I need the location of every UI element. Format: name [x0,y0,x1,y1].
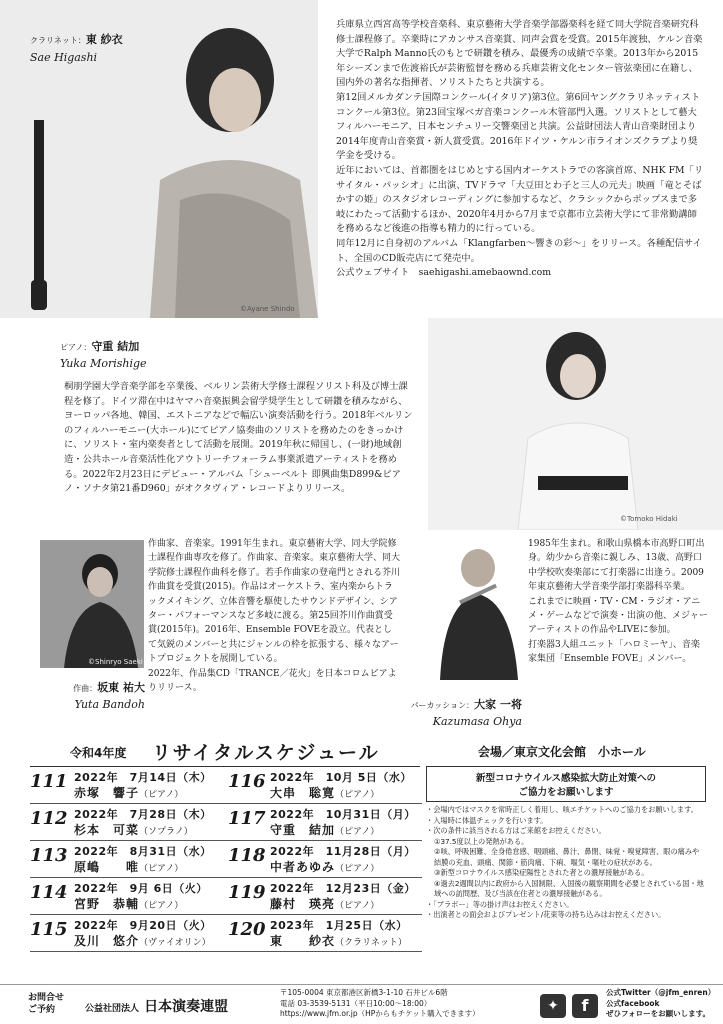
recital-date: 2022年 11月28日（月） [270,845,416,858]
org-name: 日本演奏連盟 [144,999,229,1015]
covid-note: ・出演者との面会およびプレゼント/花束等の持ち込みはお控えください。 [426,910,666,919]
recital-number: 116 [228,771,266,792]
recital-date: 2022年 9月20日（火） [74,919,212,932]
recital-performer [270,784,379,801]
recital-performer [74,895,183,912]
recital-date: 2022年 8月31日（水） [74,845,212,858]
schedule-header [0,738,723,766]
schedule-year: 令和4年度 [70,746,127,760]
recital-number: 120 [228,919,266,940]
performer-name: 及川 悠介 [74,934,140,948]
yuta-silhouette-icon [40,540,144,668]
schedule-table [30,767,422,977]
sae-role: クラリネット [30,36,78,45]
recital-date: 2022年 7月14日（木） [74,771,212,784]
kazumasa-silhouette-icon [430,540,520,680]
yuta-name: 坂東 祐大 [97,681,145,694]
yuka-photo-credit: ©Tomoko Hidaki [620,515,678,523]
yuka-bio: 桐朋学園大学音楽学部を卒業後、ベルリン芸術大学修士課程ソリスト科及び博士課程を修了。ドイツ滞在中はヤマハ音楽振興会留学奨学生として研鑽を積みながら、ヨーロッパ各地、韓国、エストニアなどで幅広い演奏活動を行う。2018年ベルリンのフィルハーモニー(大ホール)にてピアノ協奏曲のソリストを務めたのをきっかけに、ソリスト・室内楽奏者として活動を展開。2019年秋に帰国し、(一財)地域創造・公共ホール音楽活性化アウトリーチフォーラム事業派遣アーティストを務める。2022年2月23日にデビュー・アルバム「シューベルト 即興曲集D899&ピアノ・ソナタ第21番D960」がオクタヴィア・レコードよりリリース。 [64,381,413,495]
yuka-name: 守重 結加 [91,340,140,353]
performer-instrument: （ピアノ） [335,790,380,800]
recital-number: 112 [30,808,68,829]
twitter-label[interactable]: 公式Twitter（@jfm_enren） [606,988,716,997]
yuta-bio-p1: 作曲家、音楽家。1991年生まれ。東京藝術大学、同大学院修士課程作曲専攻を修了。作曲家、音楽家。東京藝術大学、同大学院修士課程作曲科を修了。若手作曲家の登竜門とされる芥川作曲賞を受賞(2015)。作品はオーケストラ、室内楽からトラックメイキング、立体音響を駆使したサウンドデザイン、シアター・パフォーマンスなど多岐に渡る。第25回芥川作曲賞受賞(2015年)。2016年、Ensemble FOVEを設立。代表として気鋭のメンバーと共にジャンルの枠を拡張する、様々なアートプロジェクトを展開している。 [148,539,401,665]
recital-performer [270,821,379,838]
org-details [280,988,480,1020]
sae-photo-credit: ©Ayane Shindo [240,305,295,313]
kazumasa-name-en: Kazumasa Ohya [432,715,522,728]
performer-name: 中者あゆみ [270,860,336,874]
facebook-label[interactable]: 公式facebook [606,998,660,1008]
yuta-photo-credit: ©Shinryo Saeki [88,658,143,666]
recital-performer [74,932,211,949]
recital-performer [74,821,193,838]
recital-date: 2022年 10月 5日（水） [270,771,412,784]
covid-heading-line1: 新型コロナウイルス感染拡大防止対策への [476,773,656,784]
performer-instrument: （ピアノ） [335,864,380,874]
org-block [85,996,228,1016]
recital-number: 114 [30,882,68,903]
performer-instrument: （ピアノ） [139,790,184,800]
performer-name: 大串 聡寛 [270,786,336,800]
recital-number: 117 [228,808,266,829]
covid-note: ・「ブラボー」等の掛け声はお控えください。 [426,899,574,909]
yuta-photo [40,540,144,668]
recital-number: 113 [30,845,68,866]
sae-name: 東 紗衣 [85,33,123,46]
kazumasa-bio-p2: これまでに映画・TV・CM・ラジオ・アニメ・ゲームなどで演奏・出演の他、メジャーアーティストの作品やLIVEに参加。 [528,596,708,636]
yuka-role: ピアノ [60,343,84,352]
sae-name-en: Sae Higashi [30,51,98,64]
sae-bio-p2: 第12回メルカダンテ国際コンクール(イタリア)第3位。第6回ヤングクラリネッティストコンクール第3位。第23回宝塚ベガ音楽コンクール木管部門入選。ソリストとして藝大フィルハーモニア、日本センチュリー交響楽団と共演。公益財団法人青山音楽財団より2014年度青山音楽賞・新人賞受賞。2016年ドイツ・ケルン市ライオンズクラブより奨学金を受ける。 [336,91,701,162]
recital-performer [270,895,379,912]
yuta-name-en: Yuta Bandoh [74,698,145,711]
covid-note: ③新型コロナウイルス感染症陽性とされた者との濃厚接触がある。 [434,868,649,877]
schedule-row [30,878,422,915]
footer [0,986,723,1024]
covid-notice [426,766,706,976]
footer-divider [0,984,723,985]
performer-instrument: （ピアノ） [139,901,184,911]
recital-performer [74,858,183,875]
kazumasa-photo [430,540,520,680]
org-address: 〒105-0004 東京都港区新橋3-1-10 石井ビル6階 [280,988,448,997]
recital-date: 2022年 12月23日（金） [270,882,416,895]
schedule-row [30,841,422,878]
schedule-venue: 会場／東京文化会館 小ホール [478,745,646,759]
recital-performer [74,784,183,801]
yuta-name-block: 作曲：坂東 祐大 Yuta Bandoh [45,676,145,711]
covid-notice-heading-box [426,766,706,802]
covid-note: ②咳、呼吸困難、全身倦怠感、咽頭痛、鼻汁、鼻閉、味覚・嗅覚障害、眼の痛みや結膜の充血、頭痛、関節・筋肉痛、下痢、嘔気・嘔吐の症状がある。 [434,847,700,867]
yuta-bio [148,537,400,695]
twitter-icon[interactable]: ✦ [540,994,566,1018]
schedule-row [30,915,422,952]
org-type: 公益社団法人 [85,1004,140,1014]
contact-label: お問合せ [28,993,65,1003]
schedule-row [30,767,422,804]
yuka-photo [428,318,723,530]
covid-note: ④過去2週間以内に政府から入国制限、入国後の観察期間を必要とされている国・地域への訪問歴、及び当該在住者との濃厚接触がある。 [434,878,704,898]
sae-website: 公式ウェブサイト saehigashi.amebaownd.com [336,267,552,279]
kazumasa-bio-p3: 打楽器3人組ユニット「ハロミーヤ」、音楽家集団「Ensemble FOVE」メンバー。 [528,639,700,665]
performer-instrument: （ピアノ） [335,901,380,911]
facebook-icon[interactable]: f [572,994,598,1018]
footer-contact-label [28,992,64,1016]
kazumasa-bio-p1: 1985年生まれ。和歌山県橋本市高野口町出身。幼少から音楽に親しみ、13歳、高野口中学校吹奏楽部にて打楽器に出逢う。2009年東京藝術大学音楽学部打楽器科卒業。 [528,539,705,593]
yuta-bio-p2: 2022年、作品集CD「TRANCE／花火」を日本コロムビアよりリリース。 [148,668,397,694]
recital-number: 111 [30,771,68,792]
yuka-name-en: Yuka Morishige [60,357,147,370]
org-phone: 電話 03-3539-5131（平日10:00～18:00） [280,998,432,1008]
performer-instrument: （ピアノ） [335,827,380,837]
performer-name: 赤塚 響子 [74,786,140,800]
covid-heading-line2: ご協力をお願いします [518,787,614,798]
sae-bio-p1: 兵庫県立西宮高等学校音楽科、東京藝術大学音楽学部器楽科を経て同大学院音楽研究科修士課程修了。卒業時にアカンサス音楽賞、同声会賞を受賞。2015年渡独、ケルン音楽大学でRalph Manno氏のもとで研鑽を積み、最優秀の成績で卒業。2013年から2015年シーズンまで佐渡裕氏が芸術監督を務める兵庫芸術文化センター管弦楽団に在籍し、国内外の著名な指揮者、ソリストたちと共演する。 [336,19,703,89]
performer-instrument: （ピアノ） [139,864,184,874]
kazumasa-role: パーカッション [410,701,467,710]
social-block [606,988,715,1020]
reserve-label: ご予約 [28,1005,56,1015]
covid-note: ①37.5度以上の発熱がある。 [434,836,529,846]
recital-number: 118 [228,845,266,866]
recital-performer [270,932,407,949]
yuka-silhouette-icon [428,318,723,530]
performer-name: 宮野 恭輔 [74,897,140,911]
kazumasa-bio [528,537,708,667]
recital-date: 2023年 1月25日（水） [270,919,408,932]
yuta-role: 作曲 [73,684,90,693]
recital-number: 115 [30,919,68,940]
performer-name: 藤村 瑛亮 [270,897,336,911]
performer-name: 原嶋 唯 [74,860,140,874]
performer-instrument: （ソプラノ） [139,827,193,837]
covid-note: ・入場時に体温チェックを行います。 [426,815,548,825]
performer-name: 東 紗衣 [270,934,336,948]
performer-name: 守重 結加 [270,823,336,837]
follow-message: ぜひフォローをお願いします。 [606,1009,711,1018]
sae-bio [336,18,706,281]
sae-name-block: クラリネット：東 紗衣 Sae Higashi [30,33,123,64]
recital-date: 2022年 7月28日（木） [74,808,212,821]
org-url[interactable]: https://www.jfm.or.jp（HPからもチケット購入できます） [280,1009,480,1018]
recital-date: 2022年 9月 6日（火） [74,882,208,895]
recital-date: 2022年 10月31日（月） [270,808,416,821]
covid-note: ・次の条件に該当される方はご来館をお控えください。 [426,826,606,835]
covid-note: ・会場内ではマスクを常時正しく着用し、咳エチケットへのご協力をお願いします。 [426,805,698,814]
performer-instrument: （クラリネット） [335,938,407,948]
sae-bio-p4: 同年12月に自身初のアルバム「Klangfarben～響きの彩～」をリリース。各種配信サイト、全国のCD販売店にて発売中。 [336,237,702,264]
sae-bio-p3: 近年においては、首都圏をはじめとする国内オーケストラでの客演首席、NHK FM「リサイタル・パッシオ」に出演、TVドラマ「大豆田とわ子と三人の元夫」映画「竜とそばかすの姫」のスタジオレコーディングに参加するなど、クラシックからポップスまで多岐にわたって活動するほか、2020年4月から7月まで京都市立芸術大学にて非常勤講師を務めるなど後進の指導も精力的に行っている。 [336,164,704,235]
schedule-title: リサイタルスケジュール [152,742,380,764]
recital-number: 119 [228,882,266,903]
kazumasa-name: 大家 一将 [474,698,522,711]
recital-performer [270,858,379,875]
schedule-row [30,804,422,841]
yuka-name-block: ピアノ：守重 結加 Yuka Morishige [60,340,147,370]
performer-instrument: （ヴァイオリン） [139,938,211,948]
performer-name: 杉本 可菜 [74,823,140,837]
kazumasa-name-block: パーカッション：大家 一将 Kazumasa Ohya [392,693,522,728]
